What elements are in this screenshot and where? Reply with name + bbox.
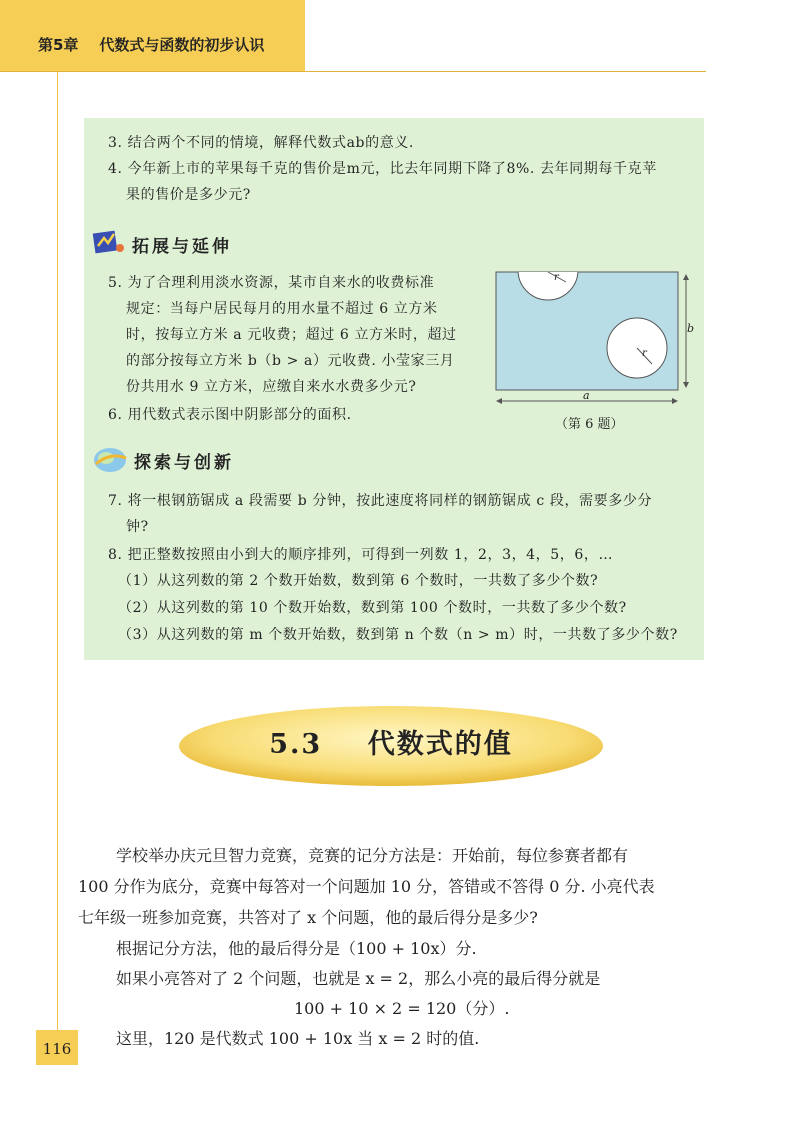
margin-rule bbox=[57, 72, 58, 1030]
body-para1-line3: 七年级一班参加竞赛，共答对了 x 个问题，他的最后得分是多少? bbox=[78, 908, 538, 927]
exercise-item-5-line5: 份共用水 9 立方米，应缴自来水水费多少元? bbox=[126, 379, 417, 395]
page-number: 116 bbox=[42, 1040, 72, 1058]
exercise-item-7-line1: 7. 将一根钢筋锯成 a 段需要 b 分钟，按此速度将同样的钢筋锯成 c 段，需要多少分 bbox=[108, 493, 653, 509]
exercise-item-4-line2: 果的售价是多少元? bbox=[126, 187, 251, 203]
body-para2: 根据记分方法，他的最后得分是（100 + 10x）分. bbox=[116, 939, 477, 958]
radius-label-top: r bbox=[554, 272, 559, 283]
exercise-item-5-line2: 规定：当每户居民每月的用水量不超过 6 立方米 bbox=[126, 301, 438, 317]
exercise-item-8-sub1: （1）从这列数的第 2 个数开始数，数到第 6 个数时，一共数了多少个数? bbox=[118, 573, 599, 589]
header-rule bbox=[0, 71, 706, 72]
exercise-item-6: 6. 用代数式表示图中阴影部分的面积. bbox=[108, 407, 352, 423]
extension-heading: 拓展与延伸 bbox=[132, 237, 232, 257]
dimension-b-label: b bbox=[687, 322, 695, 335]
exercise-item-5-line1: 5. 为了合理利用淡水资源，某市自来水的收费标准 bbox=[108, 275, 435, 291]
body-para3: 如果小亮答对了 2 个问题，也就是 x = 2，那么小亮的最后得分就是 bbox=[116, 969, 601, 988]
exercise-item-8-sub3: （3）从这列数的第 m 个数开始数，数到第 n 个数（n > m）时，一共数了多少个数? bbox=[118, 627, 678, 643]
exercise-item-8: 8. 把正整数按照由小到大的顺序排列，可得到一列数 1，2，3，4，5，6，… bbox=[108, 547, 614, 563]
exercise-item-7-line2: 钟? bbox=[126, 519, 149, 535]
chapter-title: 第5章 代数式与函数的初步认识 bbox=[38, 36, 265, 54]
body-para1-line2: 100 分作为底分，竞赛中每答对一个问题加 10 分，答错或不答得 0 分. 小亮代表 bbox=[78, 877, 655, 896]
figure-caption: （第 6 题） bbox=[555, 417, 624, 432]
shaded-area-figure bbox=[490, 270, 700, 410]
explore-icon bbox=[92, 444, 130, 474]
radius-label-bottom: r bbox=[642, 348, 647, 359]
extension-icon bbox=[92, 228, 128, 258]
exercise-item-3: 3. 结合两个不同的情境，解释代数式ab的意义. bbox=[108, 135, 414, 151]
explore-heading: 探索与创新 bbox=[134, 453, 234, 473]
dimension-a-label: a bbox=[583, 389, 590, 402]
body-para1-line1: 学校举办庆元旦智力竞赛，竞赛的记分方法是：开始前，每位参赛者都有 bbox=[116, 846, 629, 865]
exercise-item-5-line3: 时，按每立方米 a 元收费；超过 6 立方米时，超过 bbox=[126, 327, 457, 343]
exercise-item-8-sub2: （2）从这列数的第 10 个数开始数，数到第 100 个数时，一共数了多少个数? bbox=[118, 600, 627, 616]
body-para4: 这里，120 是代数式 100 + 10x 当 x = 2 时的值. bbox=[116, 1029, 480, 1048]
body-formula: 100 + 10 × 2 = 120（分）. bbox=[294, 999, 510, 1018]
exercise-item-5-line4: 的部分按每立方米 b（b > a）元收费. 小莹家三月 bbox=[126, 353, 455, 369]
exercise-item-4-line1: 4. 今年新上市的苹果每千克的售价是m元，比去年同期下降了8%. 去年同期每千克苹 bbox=[108, 161, 657, 177]
section-title: 5.3 代数式的值 bbox=[269, 729, 513, 760]
